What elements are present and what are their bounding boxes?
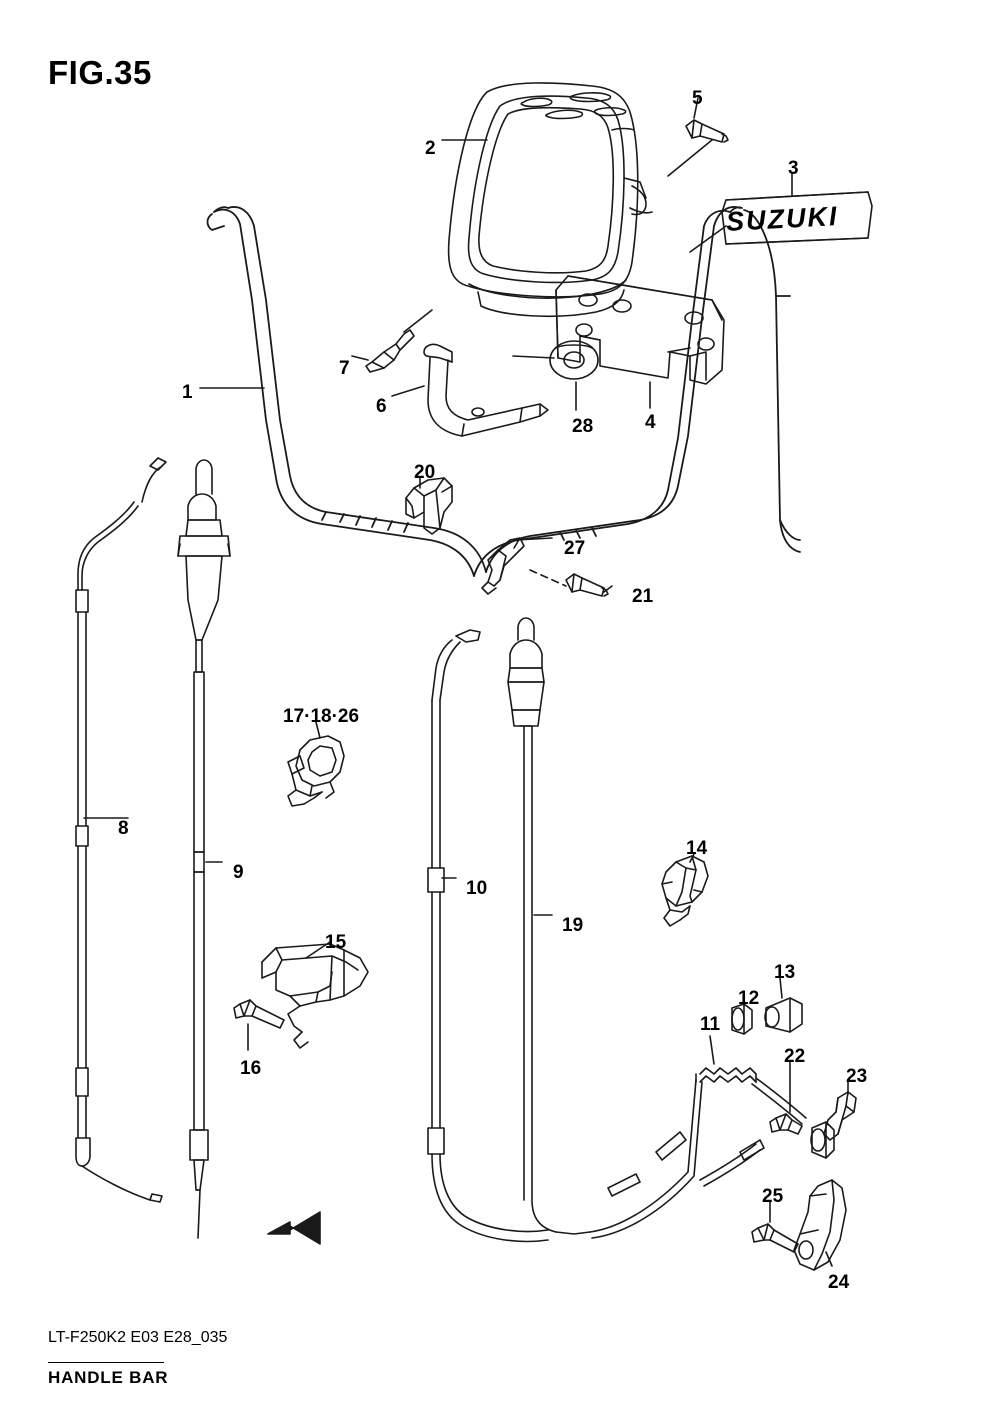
page-title: FIG.35 <box>48 54 152 91</box>
part-7-screw <box>366 330 414 372</box>
part-16-bolt <box>234 1000 284 1028</box>
callout-7: 7 <box>339 358 350 379</box>
part-23-clip <box>824 1092 856 1140</box>
callout-11: 11 <box>700 1014 721 1035</box>
callout-21: 21 <box>632 586 654 607</box>
callout-24: 24 <box>828 1272 850 1293</box>
part-28-grommet <box>550 341 598 379</box>
suzuki-emblem-text: SUZUKI <box>725 201 840 237</box>
leader-24 <box>826 1252 832 1266</box>
callout-28: 28 <box>572 416 594 437</box>
callout-13: 13 <box>774 962 796 983</box>
footer-code: LT-F250K2 E03 E28_035 <box>48 1329 228 1346</box>
part-10-cable <box>428 630 548 1241</box>
leader-21b <box>530 570 566 586</box>
part-5-screw <box>686 120 728 142</box>
footer-name: HANDLE BAR <box>48 1368 169 1387</box>
leader-3b <box>690 226 726 252</box>
part-13-bushing <box>765 998 802 1032</box>
callout-8: 8 <box>118 818 129 839</box>
part-6-holder <box>424 344 548 436</box>
callout-17-18-26: 17·18·26 <box>283 706 360 727</box>
callout-20: 20 <box>414 462 436 483</box>
figure-footer <box>48 1328 227 1348</box>
callout-3: 3 <box>788 158 799 179</box>
callout-23: 23 <box>846 1066 868 1087</box>
part-2-handlebar-cover <box>449 83 652 316</box>
part-21-bolt <box>566 574 608 596</box>
callout-16: 16 <box>240 1058 262 1079</box>
part-11-spring <box>696 1068 756 1082</box>
part-17-18-26-clamp <box>288 736 344 806</box>
part-14-clamp <box>662 856 708 926</box>
part-24-lever-bracket <box>794 1122 846 1270</box>
part-25-bolt <box>752 1224 798 1252</box>
fwd-label: FWD <box>284 1202 316 1218</box>
callout-4: 4 <box>645 412 656 433</box>
callout-2: 2 <box>425 138 436 159</box>
callout-10: 10 <box>466 878 488 899</box>
callout-19: 19 <box>562 915 584 936</box>
callout-1: 1 <box>182 382 193 403</box>
part-22-bolt <box>770 1114 802 1134</box>
footer-divider <box>48 1362 164 1363</box>
callout-27: 27 <box>564 538 586 559</box>
callout-14: 14 <box>686 838 708 859</box>
leader-5b <box>668 140 712 176</box>
leader-7 <box>352 356 368 360</box>
part-1-handlebar <box>208 206 801 576</box>
callout-6: 6 <box>376 396 387 417</box>
leader-28b <box>513 356 554 358</box>
leader-11 <box>710 1036 714 1064</box>
part-4-bracket <box>556 276 724 384</box>
part-9-throttle-assembly <box>178 460 230 1238</box>
leader-6 <box>392 386 424 396</box>
part-15-guide <box>262 944 368 1048</box>
callout-9: 9 <box>233 862 244 883</box>
callout-5: 5 <box>692 88 703 109</box>
callout-12: 12 <box>738 988 760 1009</box>
part-11-cable-run <box>590 1078 806 1238</box>
leader-7b <box>404 310 432 332</box>
callout-22: 22 <box>784 1046 806 1067</box>
callout-15: 15 <box>325 932 347 953</box>
callout-25: 25 <box>762 1186 784 1207</box>
